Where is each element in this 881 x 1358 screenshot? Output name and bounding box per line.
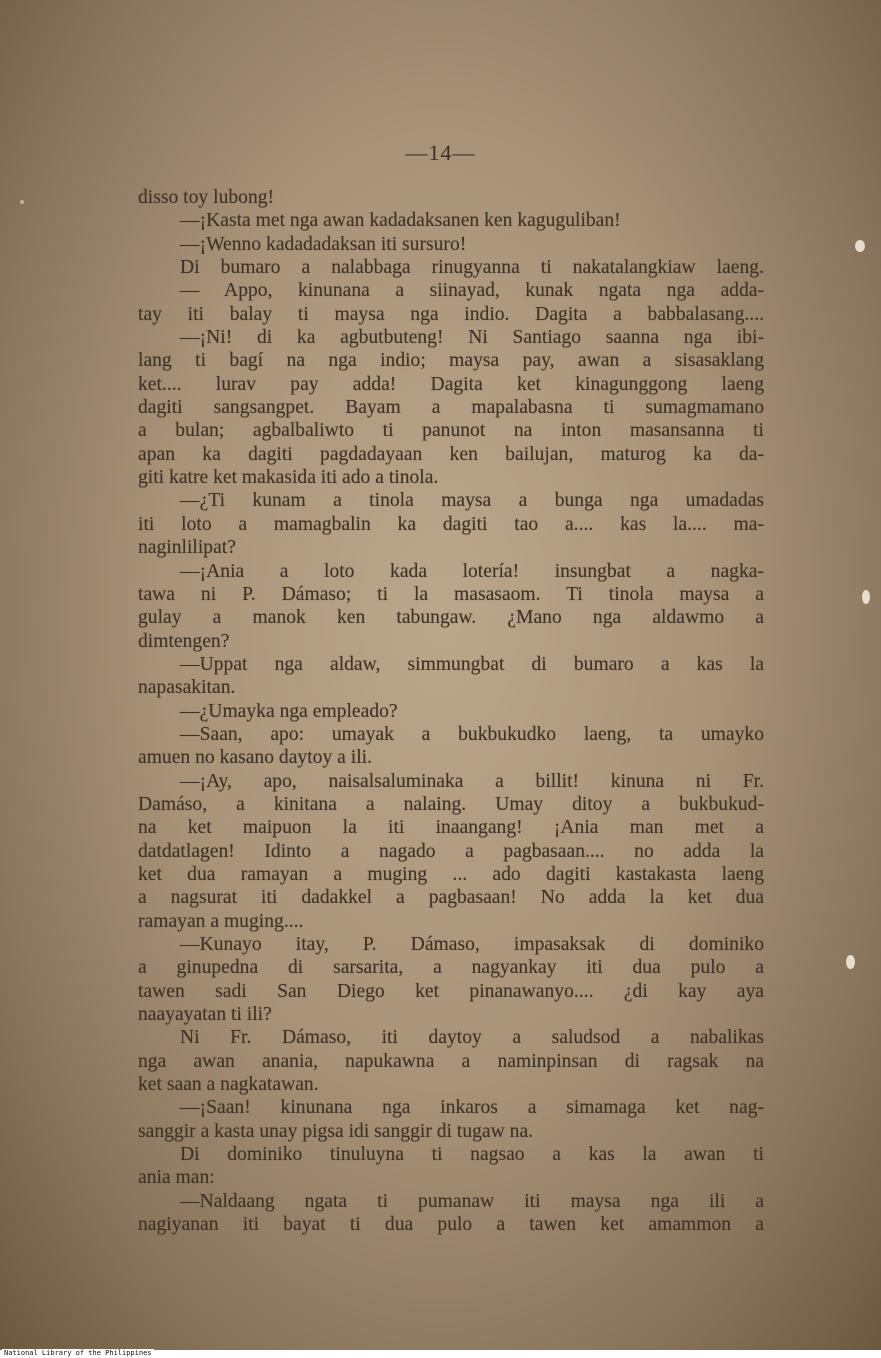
text-line: — Appo, kinunana a siinayad, kunak ngata nga adda-	[180, 280, 764, 302]
text-line: —Naldaang ngata ti pumanaw iti maysa nga ili a	[180, 1190, 764, 1212]
text-line: tawa ni P. Dámaso; ti la masasaom. Ti tinola maysa a	[138, 583, 764, 605]
text-line: —¡Ania a loto kada lotería! insungbat a nagka-	[180, 560, 764, 582]
text-line: —¡Wenno kadadadaksan iti sursuro!	[180, 233, 467, 255]
text-line: gulay a manok ken tabungaw. ¿Mano nga aldawmo a	[138, 607, 764, 629]
text-line: naayayatan ti ili?	[138, 1004, 272, 1026]
text-line: Damáso, a kinitana a nalaing. Umay ditoy a bukbukud-	[138, 793, 764, 815]
text-line: naginlilipat?	[138, 537, 236, 559]
text-line: nagiyanan iti bayat ti dua pulo a tawen ket amammon a	[138, 1214, 764, 1236]
text-line: —¡Ni! di ka agbutbuteng! Ni Santiago saanna nga ibi-	[180, 327, 764, 349]
text-line: ramayan a muging....	[138, 910, 304, 932]
text-line: ket saan a nagkatawan.	[138, 1074, 319, 1096]
text-line: amuen no kasano daytoy a ili.	[138, 747, 372, 769]
page-number: —14—	[405, 140, 476, 165]
text-line: —Saan, apo: umayak a bukbukudko laeng, ta umayko	[180, 723, 764, 745]
paper-spot	[20, 200, 24, 204]
text-line: ket dua ramayan a muging ... ado dagiti kastakasta laeng	[138, 863, 764, 885]
text-line: —Uppat nga aldaw, simmungbat di bumaro a kas la	[180, 653, 764, 675]
page-text	[138, 186, 764, 1236]
text-line: na ket maipuon la iti inaangang! ¡Ania man met a	[138, 817, 764, 839]
text-line: napasakitan.	[138, 677, 236, 699]
text-line: lang ti bagí na nga indio; maysa pay, awan a sisasaklang	[138, 350, 764, 372]
text-line: apan ka dagiti pagdadayaan ken bailujan, maturog ka da-	[138, 443, 764, 465]
text-line: tay iti balay ti maysa nga indio. Dagita a babbalasang....	[138, 303, 764, 325]
text-line: —Kunayo itay, P. Dámaso, impasaksak di dominiko	[180, 934, 764, 955]
paper-spot	[846, 955, 855, 969]
text-line: a ginupedna di sarsarita, a nagyankay iti dua pulo a	[138, 957, 764, 979]
text-line: nga awan anania, napukawna a naminpinsan di ragsak na	[138, 1050, 764, 1072]
text-line: Ni Fr. Dámaso, iti daytoy a saludsod a nabalikas	[180, 1027, 764, 1049]
text-line: Di dominiko tinuluyna ti nagsao a kas la awan ti	[180, 1144, 764, 1166]
text-line: datdatlagen! Idinto a nagado a pagbasaan.... no adda la	[138, 840, 764, 862]
text-line: ket.... lurav pay adda! Dagita ket kinagunggong laeng	[138, 373, 764, 395]
text-line: —¿Umayka nga empleado?	[180, 700, 398, 722]
text-line: —¡Kasta met nga awan kadadaksanen ken kaguguliban!	[180, 210, 621, 232]
text-line: dimtengen?	[138, 630, 230, 652]
text-line: tawen sadi San Diego ket pinanawanyo.... ¿di kay aya	[138, 980, 764, 1002]
library-credit: National Library of the Philippines	[4, 1349, 152, 1357]
text-line: ania man:	[138, 1167, 215, 1189]
text-line: iti loto a mamagbalin ka dagiti tao a.... kas la.... ma-	[138, 513, 764, 535]
text-line: dagiti sangsangpet. Bayam a mapalabasna ti sumagmamano	[138, 397, 764, 419]
text-line: a bulan; agbalbaliwto ti panunot na inton masansanna ti	[138, 420, 764, 442]
text-line: Di bumaro a nalabbaga rinugyanna ti nakatalangkiaw laeng.	[180, 257, 764, 279]
text-line: sanggir a kasta unay pigsa idi sanggir di tugaw na.	[138, 1120, 534, 1142]
text-line: giti katre ket makasida iti ado a tinola.	[138, 467, 439, 489]
text-line: —¡Ay, apo, naisalsaluminaka a billit! kinuna ni Fr.	[180, 770, 764, 792]
text-line: —¿Ti kunam a tinola maysa a bunga nga umadadas	[180, 490, 764, 512]
paper-spot	[855, 240, 865, 252]
text-line: disso toy lubong!	[138, 187, 275, 208]
text-line: —¡Saan! kinunana nga inkaros a simamaga ket nag-	[180, 1097, 764, 1119]
text-line: a nagsurat iti dadakkel a pagbasaan! No adda la ket dua	[138, 887, 764, 909]
paper-spot	[862, 590, 870, 604]
